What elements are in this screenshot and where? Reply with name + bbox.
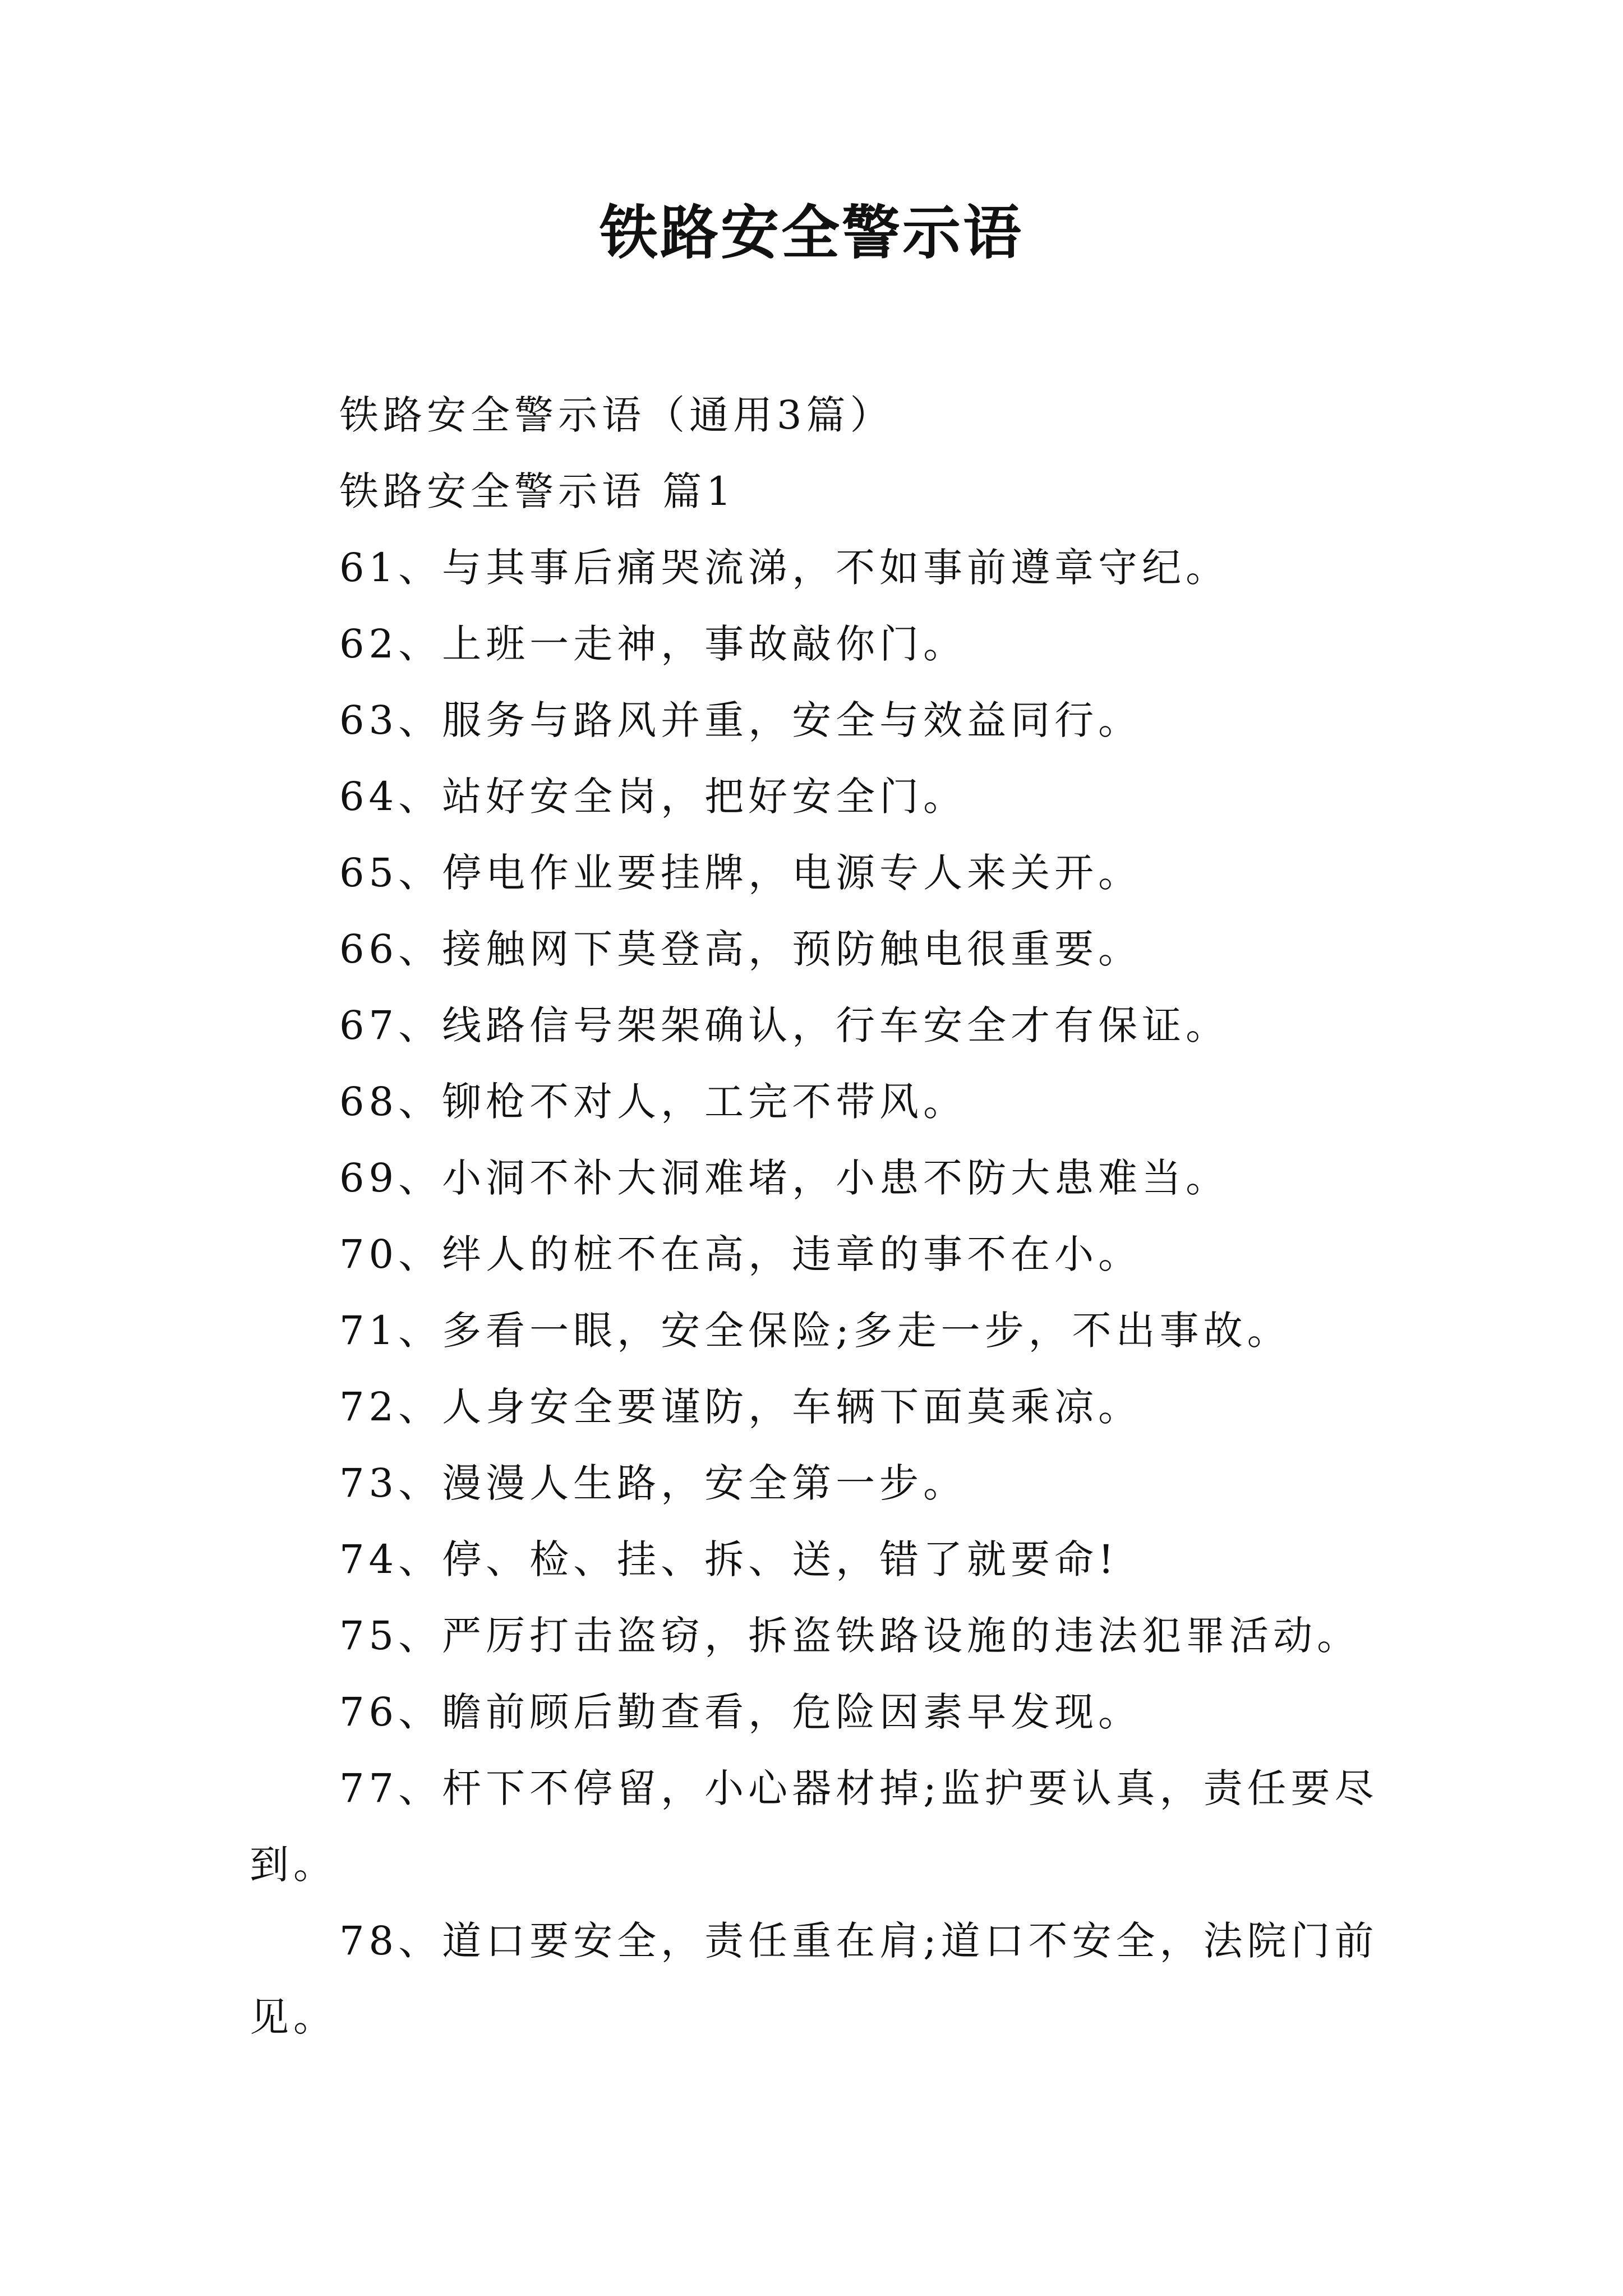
slogan-item: 71、多看一眼，安全保险;多走一步，不出事故。 bbox=[339, 1308, 1291, 1354]
document-body bbox=[250, 377, 1394, 2055]
slogan-item: 72、人身安全要谨防，车辆下面莫乘凉。 bbox=[339, 1384, 1142, 1430]
section-heading: 铁路安全警示语 篇1 bbox=[339, 468, 736, 514]
slogan-item: 73、漫漫人生路，安全第一步。 bbox=[339, 1460, 967, 1506]
slogan-item: 69、小洞不补大洞难堵，小患不防大患难当。 bbox=[339, 1155, 1230, 1201]
slogan-item: 68、铆枪不对人，工完不带风。 bbox=[339, 1079, 967, 1125]
subtitle: 铁路安全警示语（通用3篇） bbox=[339, 392, 894, 438]
slogan-item: 76、瞻前顾后勤查看，危险因素早发现。 bbox=[339, 1689, 1142, 1735]
slogan-item: 67、线路信号架架确认，行车安全才有保证。 bbox=[339, 1002, 1230, 1048]
slogan-item: 64、站好安全岗，把好安全门。 bbox=[339, 774, 967, 820]
slogan-item: 61、与其事后痛哭流涕，不如事前遵章守纪。 bbox=[339, 545, 1230, 591]
slogan-item: 78、道口要安全，责任重在肩;道口不安全，法院门前见。 bbox=[250, 1918, 1378, 2040]
slogan-item: 74、停、检、挂、拆、送，错了就要命! bbox=[339, 1536, 1119, 1582]
slogan-item: 75、严厉打击盗窃，拆盗铁路设施的违法犯罪活动。 bbox=[339, 1613, 1361, 1659]
slogan-item: 62、上班一走神，事故敲你门。 bbox=[339, 621, 967, 667]
slogan-item: 66、接触网下莫登高，预防触电很重要。 bbox=[339, 926, 1142, 972]
slogan-item: 70、绊人的桩不在高，违章的事不在小。 bbox=[339, 1231, 1142, 1277]
page-title: 铁路安全警示语 bbox=[599, 198, 1023, 267]
slogan-item: 63、服务与路风并重，安全与效益同行。 bbox=[339, 697, 1142, 743]
slogan-item: 65、停电作业要挂牌，电源专人来关开。 bbox=[339, 850, 1142, 896]
slogan-item: 77、杆下不停留，小心器材掉;监护要认真，责任要尽到。 bbox=[250, 1765, 1378, 1888]
